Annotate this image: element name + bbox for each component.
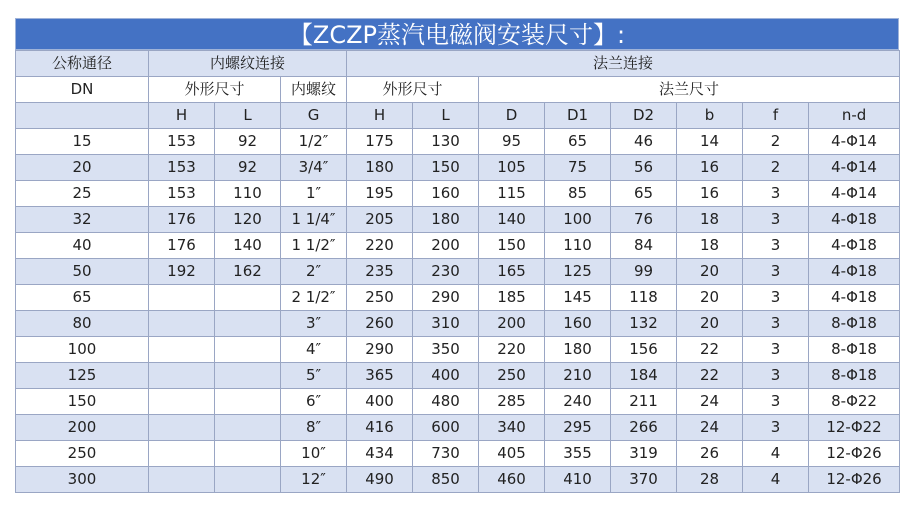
cell-h-flange: 175 — [347, 129, 413, 155]
cell-dn: 150 — [16, 389, 149, 415]
header-row-1 — [16, 51, 900, 77]
column-header-g: G — [281, 103, 347, 129]
cell-h-flange: 434 — [347, 441, 413, 467]
cell-d2: 56 — [611, 155, 677, 181]
header-outer-dimensions-flange: 外形尺寸 — [347, 77, 479, 103]
cell-n-d: 12-Φ26 — [809, 441, 900, 467]
cell-h-flange: 250 — [347, 285, 413, 311]
column-header-d: D — [479, 103, 545, 129]
cell-n-d: 4-Φ14 — [809, 155, 900, 181]
header-row-3 — [16, 103, 900, 129]
cell-dn: 20 — [16, 155, 149, 181]
cell-dn: 100 — [16, 337, 149, 363]
cell-d1: 160 — [545, 311, 611, 337]
cell-d2: 132 — [611, 311, 677, 337]
cell-l-thread — [215, 389, 281, 415]
table-row — [16, 233, 900, 259]
cell-b: 20 — [677, 311, 743, 337]
table-row — [16, 467, 900, 493]
cell-h-thread: 192 — [149, 259, 215, 285]
table-row — [16, 155, 900, 181]
cell-l-thread: 120 — [215, 207, 281, 233]
cell-d1: 240 — [545, 389, 611, 415]
cell-g: 1 1/4″ — [281, 207, 347, 233]
cell-l-flange: 200 — [413, 233, 479, 259]
cell-d: 340 — [479, 415, 545, 441]
cell-l-flange: 400 — [413, 363, 479, 389]
cell-b: 24 — [677, 389, 743, 415]
cell-l-flange: 160 — [413, 181, 479, 207]
cell-l-thread — [215, 285, 281, 311]
cell-d2: 211 — [611, 389, 677, 415]
cell-n-d: 8-Φ22 — [809, 389, 900, 415]
cell-n-d: 4-Φ14 — [809, 181, 900, 207]
cell-l-flange: 290 — [413, 285, 479, 311]
cell-h-flange: 180 — [347, 155, 413, 181]
cell-b: 16 — [677, 155, 743, 181]
cell-h-thread — [149, 415, 215, 441]
cell-f: 3 — [743, 181, 809, 207]
cell-l-thread: 140 — [215, 233, 281, 259]
table-row — [16, 285, 900, 311]
cell-f: 4 — [743, 467, 809, 493]
cell-h-flange: 416 — [347, 415, 413, 441]
cell-h-flange: 490 — [347, 467, 413, 493]
cell-n-d: 4-Φ18 — [809, 207, 900, 233]
cell-l-flange: 310 — [413, 311, 479, 337]
column-header-l-flange: L — [413, 103, 479, 129]
cell-l-thread: 162 — [215, 259, 281, 285]
cell-b: 18 — [677, 207, 743, 233]
cell-b: 20 — [677, 285, 743, 311]
cell-b: 18 — [677, 233, 743, 259]
cell-h-thread: 176 — [149, 207, 215, 233]
table-row — [16, 181, 900, 207]
cell-l-flange: 130 — [413, 129, 479, 155]
cell-d2: 184 — [611, 363, 677, 389]
cell-d1: 85 — [545, 181, 611, 207]
column-header-l-thread: L — [215, 103, 281, 129]
cell-d2: 99 — [611, 259, 677, 285]
cell-g: 12″ — [281, 467, 347, 493]
cell-d2: 65 — [611, 181, 677, 207]
cell-n-d: 4-Φ14 — [809, 129, 900, 155]
cell-f: 3 — [743, 363, 809, 389]
dimensions-table — [15, 50, 900, 493]
cell-f: 3 — [743, 233, 809, 259]
cell-g: 1 1/2″ — [281, 233, 347, 259]
cell-h-flange: 205 — [347, 207, 413, 233]
column-header-h-flange: H — [347, 103, 413, 129]
cell-f: 3 — [743, 285, 809, 311]
cell-h-flange: 400 — [347, 389, 413, 415]
cell-n-d: 8-Φ18 — [809, 311, 900, 337]
cell-b: 20 — [677, 259, 743, 285]
cell-d2: 84 — [611, 233, 677, 259]
cell-d1: 100 — [545, 207, 611, 233]
cell-h-thread: 176 — [149, 233, 215, 259]
cell-l-flange: 730 — [413, 441, 479, 467]
cell-h-thread: 153 — [149, 155, 215, 181]
cell-b: 22 — [677, 363, 743, 389]
cell-l-flange: 350 — [413, 337, 479, 363]
header-outer-dimensions-thread: 外形尺寸 — [149, 77, 281, 103]
cell-dn: 80 — [16, 311, 149, 337]
column-header-d1: D1 — [545, 103, 611, 129]
cell-l-flange: 850 — [413, 467, 479, 493]
cell-d1: 75 — [545, 155, 611, 181]
table-row — [16, 441, 900, 467]
cell-l-flange: 150 — [413, 155, 479, 181]
cell-f: 3 — [743, 259, 809, 285]
header-empty-cell — [16, 103, 149, 129]
cell-g: 4″ — [281, 337, 347, 363]
cell-d: 460 — [479, 467, 545, 493]
cell-f: 3 — [743, 389, 809, 415]
cell-n-d: 12-Φ22 — [809, 415, 900, 441]
cell-d2: 370 — [611, 467, 677, 493]
cell-d1: 145 — [545, 285, 611, 311]
cell-n-d: 8-Φ18 — [809, 363, 900, 389]
cell-l-thread — [215, 311, 281, 337]
cell-f: 3 — [743, 207, 809, 233]
cell-d2: 156 — [611, 337, 677, 363]
cell-h-flange: 365 — [347, 363, 413, 389]
cell-d: 140 — [479, 207, 545, 233]
table-row — [16, 337, 900, 363]
table-row — [16, 363, 900, 389]
cell-l-flange: 230 — [413, 259, 479, 285]
header-flange-dimensions: 法兰尺寸 — [479, 77, 900, 103]
column-header-f: f — [743, 103, 809, 129]
table-row — [16, 259, 900, 285]
header-dn: DN — [16, 77, 149, 103]
cell-l-flange: 600 — [413, 415, 479, 441]
cell-d: 185 — [479, 285, 545, 311]
cell-g: 2 1/2″ — [281, 285, 347, 311]
header-inner-thread: 内螺纹 — [281, 77, 347, 103]
cell-h-thread — [149, 363, 215, 389]
cell-h-flange: 260 — [347, 311, 413, 337]
column-header-n-d: n-d — [809, 103, 900, 129]
cell-h-thread — [149, 467, 215, 493]
cell-dn: 200 — [16, 415, 149, 441]
cell-n-d: 4-Φ18 — [809, 233, 900, 259]
cell-dn: 125 — [16, 363, 149, 389]
table-row — [16, 389, 900, 415]
cell-d2: 46 — [611, 129, 677, 155]
cell-f: 4 — [743, 441, 809, 467]
cell-d1: 295 — [545, 415, 611, 441]
cell-d1: 410 — [545, 467, 611, 493]
cell-g: 3″ — [281, 311, 347, 337]
column-header-h-thread: H — [149, 103, 215, 129]
cell-h-flange: 220 — [347, 233, 413, 259]
cell-h-thread — [149, 337, 215, 363]
cell-d1: 125 — [545, 259, 611, 285]
cell-b: 24 — [677, 415, 743, 441]
cell-l-thread: 110 — [215, 181, 281, 207]
cell-d2: 118 — [611, 285, 677, 311]
cell-f: 3 — [743, 337, 809, 363]
table-title: 【ZCZP蒸汽电磁阀安装尺寸】: — [15, 18, 899, 50]
spec-sheet — [15, 18, 899, 493]
cell-l-thread — [215, 363, 281, 389]
cell-g: 1″ — [281, 181, 347, 207]
cell-d2: 319 — [611, 441, 677, 467]
cell-h-thread — [149, 441, 215, 467]
cell-l-thread — [215, 415, 281, 441]
cell-n-d: 8-Φ18 — [809, 337, 900, 363]
cell-dn: 65 — [16, 285, 149, 311]
cell-f: 3 — [743, 311, 809, 337]
cell-n-d: 12-Φ26 — [809, 467, 900, 493]
cell-d: 250 — [479, 363, 545, 389]
cell-f: 3 — [743, 415, 809, 441]
cell-l-thread — [215, 467, 281, 493]
table-row — [16, 311, 900, 337]
column-header-d2: D2 — [611, 103, 677, 129]
cell-n-d: 4-Φ18 — [809, 285, 900, 311]
header-row-2 — [16, 77, 900, 103]
cell-d1: 65 — [545, 129, 611, 155]
cell-b: 22 — [677, 337, 743, 363]
cell-l-flange: 180 — [413, 207, 479, 233]
cell-h-thread — [149, 389, 215, 415]
cell-g: 2″ — [281, 259, 347, 285]
cell-d1: 210 — [545, 363, 611, 389]
cell-d: 200 — [479, 311, 545, 337]
cell-h-thread — [149, 311, 215, 337]
cell-g: 5″ — [281, 363, 347, 389]
cell-n-d: 4-Φ18 — [809, 259, 900, 285]
cell-d: 405 — [479, 441, 545, 467]
cell-dn: 40 — [16, 233, 149, 259]
cell-l-thread: 92 — [215, 129, 281, 155]
cell-f: 2 — [743, 129, 809, 155]
cell-l-flange: 480 — [413, 389, 479, 415]
cell-dn: 250 — [16, 441, 149, 467]
cell-l-thread — [215, 337, 281, 363]
table-row — [16, 129, 900, 155]
cell-g: 3/4″ — [281, 155, 347, 181]
header-thread-connection: 内螺纹连接 — [149, 51, 347, 77]
cell-d: 115 — [479, 181, 545, 207]
header-flange-connection: 法兰连接 — [347, 51, 900, 77]
cell-dn: 50 — [16, 259, 149, 285]
cell-g: 1/2″ — [281, 129, 347, 155]
cell-dn: 15 — [16, 129, 149, 155]
cell-dn: 25 — [16, 181, 149, 207]
cell-b: 16 — [677, 181, 743, 207]
cell-d: 105 — [479, 155, 545, 181]
cell-f: 2 — [743, 155, 809, 181]
cell-b: 14 — [677, 129, 743, 155]
cell-h-thread — [149, 285, 215, 311]
cell-d: 95 — [479, 129, 545, 155]
cell-d: 150 — [479, 233, 545, 259]
cell-g: 8″ — [281, 415, 347, 441]
cell-l-thread: 92 — [215, 155, 281, 181]
table-row — [16, 415, 900, 441]
cell-d: 165 — [479, 259, 545, 285]
header-nominal-diameter: 公称通径 — [16, 51, 149, 77]
cell-dn: 32 — [16, 207, 149, 233]
cell-h-thread: 153 — [149, 181, 215, 207]
cell-g: 6″ — [281, 389, 347, 415]
column-header-b: b — [677, 103, 743, 129]
cell-h-flange: 235 — [347, 259, 413, 285]
cell-d: 285 — [479, 389, 545, 415]
cell-d1: 355 — [545, 441, 611, 467]
cell-b: 28 — [677, 467, 743, 493]
cell-d2: 76 — [611, 207, 677, 233]
cell-b: 26 — [677, 441, 743, 467]
cell-h-flange: 290 — [347, 337, 413, 363]
cell-d: 220 — [479, 337, 545, 363]
cell-g: 10″ — [281, 441, 347, 467]
cell-dn: 300 — [16, 467, 149, 493]
cell-d1: 110 — [545, 233, 611, 259]
cell-d2: 266 — [611, 415, 677, 441]
cell-d1: 180 — [545, 337, 611, 363]
table-row — [16, 207, 900, 233]
cell-h-thread: 153 — [149, 129, 215, 155]
cell-h-flange: 195 — [347, 181, 413, 207]
cell-l-thread — [215, 441, 281, 467]
